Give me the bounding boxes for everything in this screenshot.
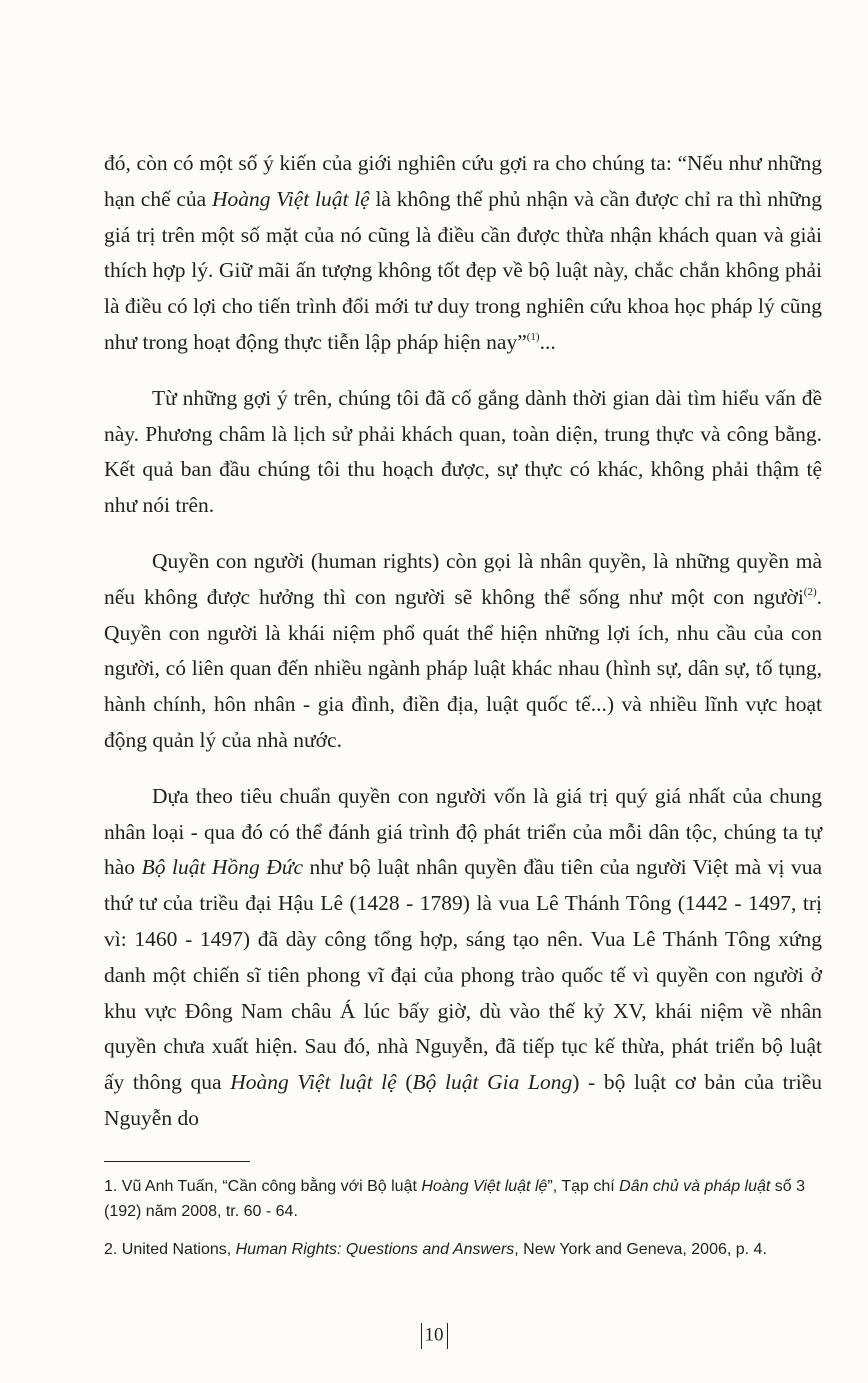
text-run: Từ những gợi ý trên, chúng tôi đã cố gắng dành thời gian dài tìm hiểu vấn đề này. Phương châm là lịch sử phải khách quan, toàn diện, trung thực và công bằng. Kết quả ban đầu chúng tôi thu hoạch được, sự thực có khác, không phải thậm tệ như nói trên.: [104, 385, 822, 518]
text-run: Quyền con người (human rights) còn gọi là nhân quyền, là những quyền mà nếu không được hưởng thì con người sẽ không thể sống như một con người: [104, 548, 822, 609]
footnote: [104, 1174, 824, 1224]
text-run: như bộ luật nhân quyền đầu tiên của người Việt mà vị vua thứ tư của triều đại Hậu Lê (1428 - 1789) là vua Lê Thánh Tông (1442 - 1497, trị vì: 1460 - 1497) đã dày công tổng hợp, sáng tạo nên. Vua Lê Thánh Tông xứng danh một chiến sĩ tiên phong vĩ đại của phong trào quốc tế vì quyền con người ở khu vực Đông Nam châu Á lúc bấy giờ, dù vào thế kỷ XV, khái niệm về nhân quyền chưa xuất hiện. Sau đó, nhà Nguyễn, đã tiếp tục kế thừa, phát triển bộ luật ấy thông qua: [104, 855, 822, 1095]
text-run: là không thể phủ nhận và cần được chỉ ra thì những giá trị trên một số mặt của nó cũng là điều cần được thừa nhận khách quan và giải thích hợp lý. Giữ mãi ấn tượng không tốt đẹp về bộ luật này, chắc chắn không phải là điều có lợi cho tiến trình đổi mới tư duy trong nghiên cứu khoa học pháp lý cũng như trong hoạt động thực tiễn lập pháp hiện nay”: [104, 186, 822, 354]
footnote: [104, 1237, 824, 1262]
page-number-bar-left: [421, 1323, 422, 1349]
italic-text: Human Rights: Questions and Answers: [235, 1241, 515, 1258]
page-number-bar-right: [447, 1323, 448, 1349]
text-run: ...: [539, 329, 556, 354]
text-run: ) - bộ luật cơ bản của triều Nguyễn do: [104, 1070, 822, 1130]
text-run: . Quyền con người là khái niệm phổ quát thể hiện những lợi ích, nhu cầu của con người, có liên quan đến nhiều ngành pháp luật khác nhau (hình sự, dân sự, tố tụng, hành chính, hôn nhân - gia đình, điền địa, luật quốc tế...) và nhiều lĩnh vực hoạt động quản lý của nhà nước.: [104, 584, 822, 752]
paragraph: [104, 146, 822, 361]
text-run: ”, Tạp chí: [547, 1178, 620, 1195]
text-run: 1. Vũ Anh Tuấn, “Cần công bằng với Bộ luật: [104, 1178, 422, 1195]
italic-text: Bộ luật Hồng Đức: [141, 855, 304, 880]
text-run: 2. United Nations,: [104, 1241, 236, 1258]
footnotes: [104, 1174, 824, 1275]
text-run: (: [396, 1070, 413, 1095]
paragraph: [104, 544, 822, 759]
italic-text: Hoàng Việt luật lệ: [211, 186, 370, 211]
text-run: , New York and Geneva, 2006, p. 4.: [514, 1241, 767, 1258]
italic-text: Hoàng Việt luật lệ: [421, 1178, 548, 1195]
paragraph: [104, 381, 822, 524]
footnote-divider: [104, 1161, 250, 1162]
page-number-value: 10: [424, 1324, 444, 1346]
text-run: đó, còn có một số ý kiến của giới nghiên cứu gợi ra cho chúng ta: “Nếu như những hạn chế của: [104, 151, 822, 211]
text-run: số 3 (192) năm 2008, tr. 60 - 64.: [104, 1178, 806, 1220]
footnote-ref: (1): [526, 330, 540, 343]
page-number: [0, 1322, 868, 1349]
paragraph: [104, 779, 822, 1137]
italic-text: Hoàng Việt luật lệ: [230, 1070, 397, 1095]
footnote-ref: (2): [803, 585, 817, 598]
main-text: [104, 146, 822, 1137]
text-run: Dựa theo tiêu chuẩn quyền con người vốn là giá trị quý giá nhất của chung nhân loại - qua đó có thể đánh giá trình độ phát triển của mỗi dân tộc, chúng ta tự hào: [104, 783, 822, 880]
italic-text: Dân chủ và pháp luật: [619, 1178, 771, 1195]
italic-text: Bộ luật Gia Long: [412, 1070, 573, 1095]
